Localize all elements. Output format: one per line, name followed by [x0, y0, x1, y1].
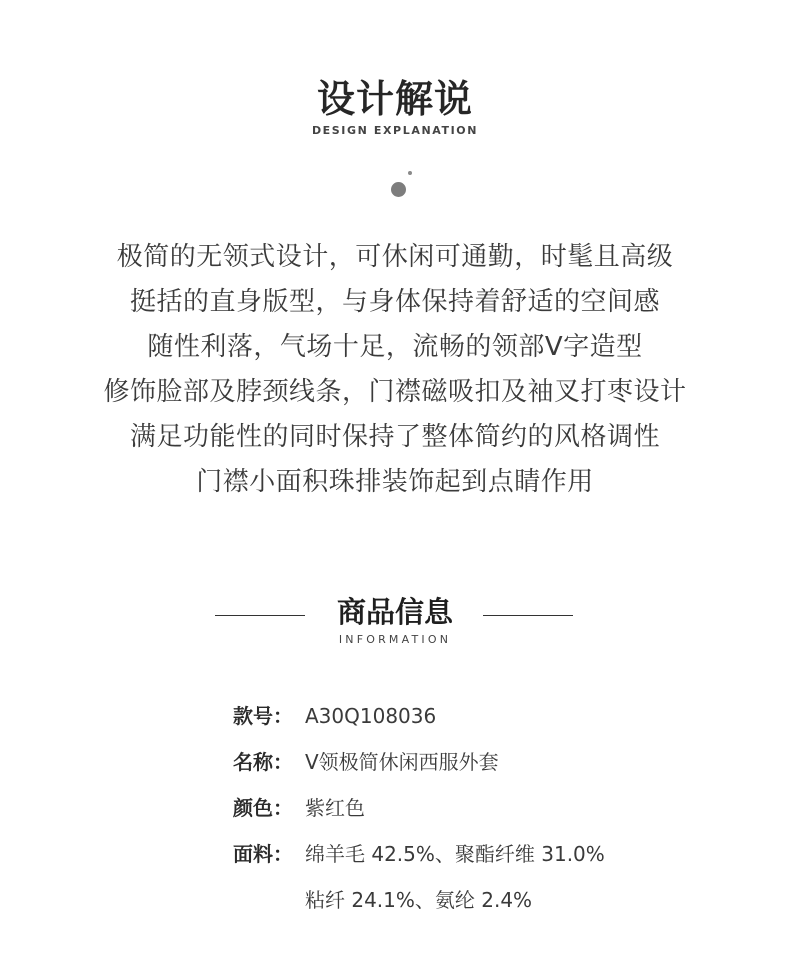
spec-label: 颜色： — [233, 796, 293, 820]
decorative-dot — [391, 182, 406, 197]
description-line: 修饰脸部及脖颈线条，门襟磁吸扣及袖叉打枣设计 — [103, 377, 687, 407]
design-description — [0, 235, 790, 505]
decorative-small-dot — [408, 171, 412, 175]
description-line: 极简的无领式设计，可休闲可通勤，时髦且高级 — [116, 242, 674, 272]
design-explanation-title: 设计解说 — [316, 77, 473, 121]
spec-label: 面料： — [233, 842, 293, 866]
spec-label: 款号： — [233, 704, 293, 728]
description-line: 随性利落，气场十足，流畅的领部V字造型 — [147, 332, 643, 362]
spec-value: 紫红色 — [305, 796, 365, 820]
spec-value: 绵羊毛 42.5%、聚酯纤维 31.0% — [305, 842, 605, 866]
description-line: 挺括的直身版型，与身体保持着舒适的空间感 — [129, 287, 660, 317]
product-info-title: 商品信息 — [336, 595, 453, 629]
spec-value: A30Q108036 — [305, 704, 437, 728]
spec-value: 粘纤 24.1%、氨纶 2.4% — [305, 888, 533, 912]
spec-value: V领极简休闲西服外套 — [305, 750, 499, 774]
info-divider-right — [483, 615, 573, 616]
design-explanation-subtitle: DESIGN EXPLANATION — [311, 124, 479, 137]
product-info-subtitle: INFORMATION — [338, 633, 452, 646]
spec-label: 名称： — [233, 750, 293, 774]
description-line: 门襟小面积珠排装饰起到点睛作用 — [196, 467, 594, 497]
description-line: 满足功能性的同时保持了整体简约的风格调性 — [129, 422, 660, 452]
